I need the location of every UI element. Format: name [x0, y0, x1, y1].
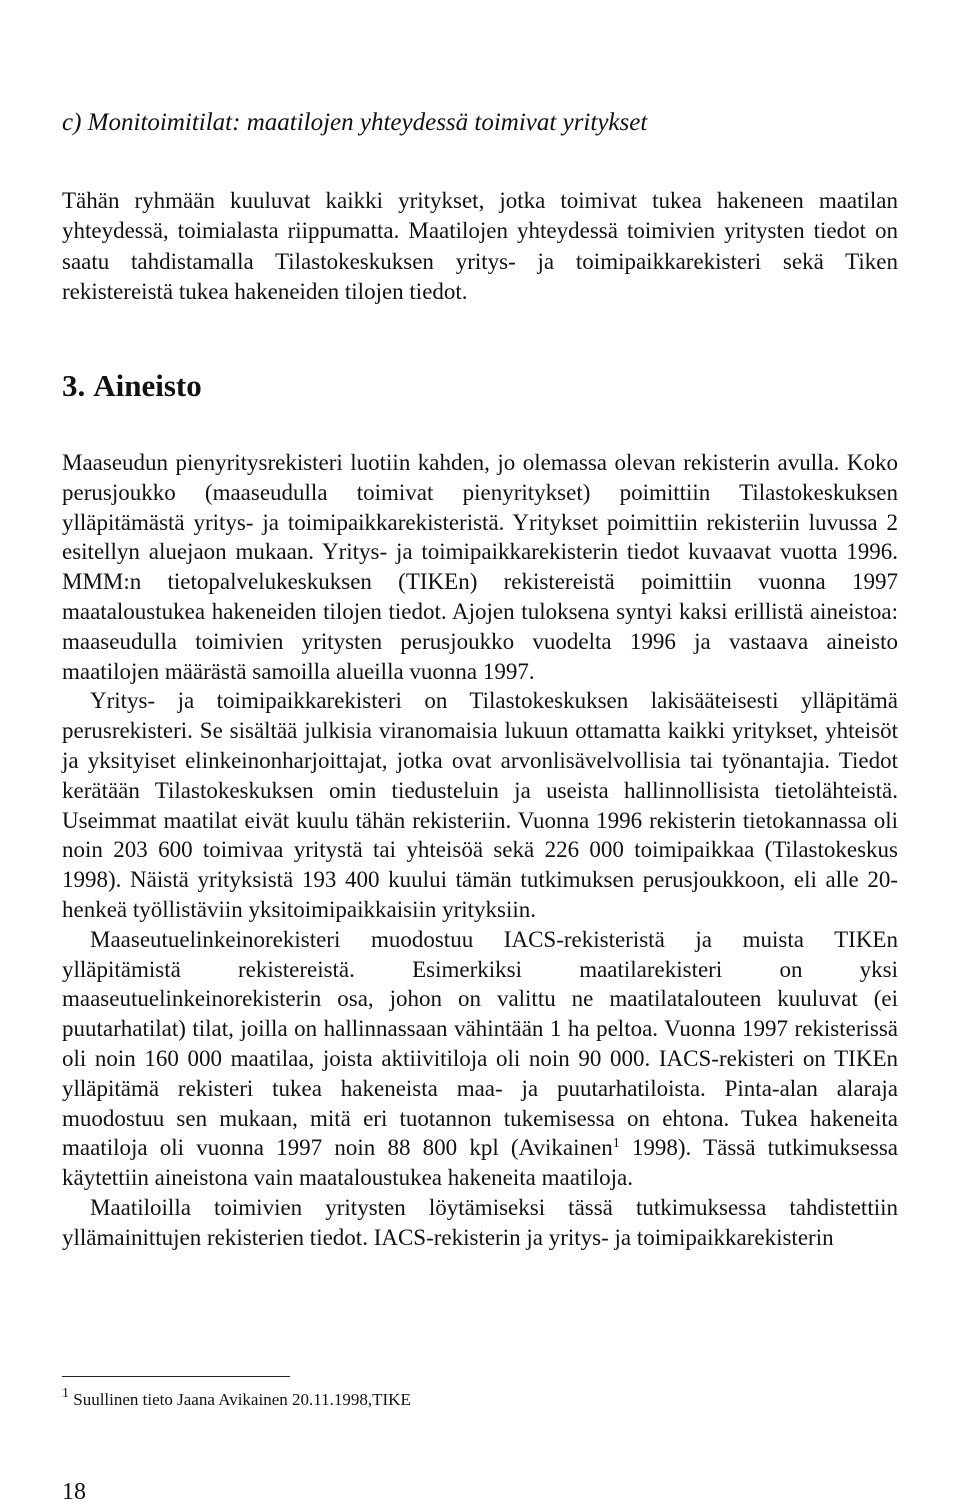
footnote-divider: [62, 1376, 290, 1377]
section-heading: [62, 366, 202, 406]
paragraph-1: Maaseudun pienyritysrekisteri luotiin kahden, jo olemassa olevan rekisterin avulla. Koko perusjoukko (maaseudulla toimivat pienyritykset) poimittiin Tilastokeskuksen ylläpitämästä yritys- ja toimipaikkarekisteristä. Yritykset poimittiin rekisteriin luvussa 2 esitellyn aluejaon mukaan. Yritys- ja toimipaikkarekisterin tiedot kuvaavat vuotta 1996. MMM:n tietopalvelukeskuksen (TIKEn) rekistereistä poimittiin vuonna 1997 maataloustukea hakeneiden tilojen tiedot. Ajojen tuloksena syntyi kaksi erillistä aineistoa: maaseudulla toimivien yritysten perusjoukko vuodelta 1996 ja vastaava aineisto maatilojen määrästä samoilla alueilla vuonna 1997.: [62, 450, 898, 684]
footnote: [62, 1388, 898, 1412]
footnote-reference[interactable]: 1: [612, 1136, 620, 1152]
paragraph-3-text-before: Maaseutuelinkeinorekisteri muodostuu IACS-rekisteristä ja muista TIKEn ylläpitämistä rekistereistä. Esimerkiksi maatilarekisteri on yksi maaseutuelinkeinorekisterin osa, johon on valittu ne maatilatalouteen kuuluvat (ei puutarhatilat) tilat, joilla on hallinnassaan vähintään 1 ha peltoa. Vuonna 1997 rekisterissä oli noin 160 000 maatilaa, joista aktiivitiloja oli noin 90 000. IACS-rekisteri on TIKEn ylläpitämä rekisteri tukea hakeneista maa- ja puutarhatiloista. Pinta-alan alaraja muodostuu sen mukaan, mitä eri tuotannon tukemisessa on ehtona. Tukea hakeneita maatiloja oli vuonna 1997 noin 88 800 kpl (Avikainen: [62, 926, 898, 1161]
section-title: Aineisto: [93, 368, 202, 403]
intro-paragraph: Tähän ryhmään kuuluvat kaikki yritykset, jotka toimivat tukea hakeneen maatilan yhteydessä, toimialasta riippumatta. Maatilojen yhteydessä toimivien yritysten tiedot on saatu tahdistamalla Tilastokeskuksen yritys- ja toimipaikkarekisteri sekä Tiken rekistereistä tukea hakeneiden tilojen tiedot.: [62, 188, 898, 305]
section-number: 3.: [62, 368, 86, 403]
footnote-marker: 1: [62, 1386, 69, 1401]
page-number: 18: [62, 1479, 86, 1505]
section-body: [62, 448, 898, 1253]
paragraph-3: [62, 925, 898, 1193]
paragraph-4: Maatiloilla toimivien yritysten löytämiseksi tässä tutkimuksessa tahdistettiin yllämainittujen rekisterien tiedot. IACS-rekisterin ja yritys- ja toimipaikkarekisterin: [62, 1194, 898, 1250]
subsection-title: c) Monitoimitilat: maatilojen yhteydessä toimivat yritykset: [62, 109, 648, 136]
paragraph-3-text-after: 1998). Tässä tutkimuksessa käytettiin aineistona vain maataloustukea hakeneita maatiloja.: [62, 1135, 898, 1191]
paragraph-2: Yritys- ja toimipaikkarekisteri on Tilastokeskuksen lakisääteisesti ylläpitämä perusrekisteri. Se sisältää julkisia viranomaisia lukuun ottamatta kaikki yritykset, yhteisöt ja yksityiset elinkeinonharjoittajat, jotka ovat arvonlisävelvollisia tai työnantajia. Tiedot kerätään Tilastokeskuksen omin tiedusteluin ja useista hallinnollisista tietolähteistä. Useimmat maatilat eivät kuulu tähän rekisteriin. Vuonna 1996 rekisterin tietokannassa oli noin 203 600 toimivaa yritystä tai yhteisöä sekä 226 000 toimipaikkaa (Tilastokeskus 1998). Näistä yrityksistä 193 400 kuului tämän tutkimuksen perusjoukkoon, eli alle 20-henkeä työllistäviin yksitoimipaikkaisiin yrityksiin.: [62, 688, 898, 922]
footnote-text: Suullinen tieto Jaana Avikainen 20.11.1998,TIKE: [69, 1390, 411, 1409]
